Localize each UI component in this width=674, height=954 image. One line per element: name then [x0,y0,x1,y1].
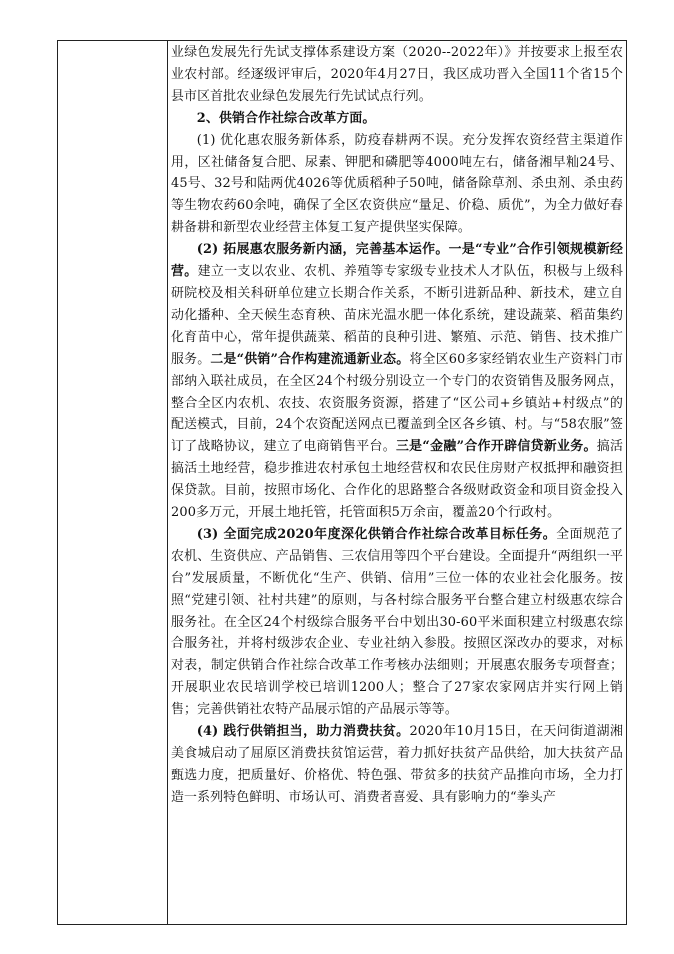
item-1-lead: (1) 优化惠农服务新体系，防疫春耕两不误。 [196,132,463,148]
paragraph-item-4 [171,721,623,809]
item-2-point-3-body: 搞活搞活土地经营，稳步推进农村承包土地经营权和农民住房财产权抵押和融资担保贷款。目前，按照市场化、合作化的思路整合各级财政资金和项目资金投入200多万元，开展土地托管，托管面积5万余亩，覆盖20个行政村。 [171,439,623,521]
item-3-lead: (3) 全面完成2020年度深化供销合作社综合改革目标任务。 [196,526,557,542]
intro-paragraph: 业绿色发展先行先试支撑体系建设方案（2020--2022年）》并按要求上报至农业农村部。经逐级评审后，2020年4月27日，我区成功晋入全国11个省15个县市区首批农业绿色发展先行先试试点行列。 [171,45,623,104]
table-content-cell [171,42,623,809]
item-2-point-2-head: 二是“供销”合作构建流通新业态。 [210,351,410,367]
item-4-body: 2020年10月15日，在天问街道湖湘美食城启动了屈原区消费扶贫馆运营，着力抓好扶贫产品供给，加大扶贫产品甄选力度，把质量好、价格优、特色强、带贫多的扶贫产品推向市场，全力打造一系列特色鲜明、市场认可、消费者喜爱、具有影响力的“拳头产 [171,724,623,805]
item-2-point-3-head: 三是“金融”合作开辟信贷新业务。 [395,439,597,455]
paragraph-item-2 [171,239,623,524]
table-column-divider [167,40,168,925]
item-2-point-1-head: 一是“专业”合作引领规模新经营。 [171,242,623,280]
paragraph-item-3 [171,524,623,721]
paragraph-item-1 [171,130,623,240]
item-2-lead: (2) 拓展惠农服务新内涵，完善基本运作。 [196,242,449,258]
item-2-point-2-body: 将全区60多家经销农业生产资料门市部纳入联社成员，在全区24个村级分别设立一个专门的农资销售及服务网点，整合全区内农机、农技、农资服务资源，搭建了“区公司+乡镇站+村级点”的配送模式，目前，24个农资配送网点已覆盖到全区各乡镇、村。与“58农服”签订了战略协议，建立了电商销售平台。 [171,351,623,455]
item-3-body: 全面规范了农机、生资供应、产品销售、三农信用等四个平台建设。全面提升“两组织一平台”发展质量，不断优化“生产、供销、信用”三位一体的农业社会化服务。按照“党建引领、社村共建”的原则，与各村综合服务平台整合建立村级惠农综合服务社。在全区24个村级综合服务平台中划出30-60平米面积建立村级惠农综合服务社，并将村级涉农企业、专业社纳入参股。按照区深改办的要求，对标对表，制定供销合作社综合改革工作考核办法细则；开展惠农服务专项督查；开展职业农民培训学校已培训1200人；整合了27家农家网店并实行网上销售；完善供销社农特产品展示馆的产品展示等等。 [171,526,623,718]
item-4-lead: (4) 践行供销担当，助力消费扶贫。 [196,724,410,740]
item-1-body: 充分发挥农资经营主渠道作用，区社储备复合肥、尿素、钾肥和磷肥等4000吨左右，储备湘早籼24号、45号、32号和陆两优4026等优质稻种子50吨，储备除草剂、杀虫剂、杀虫药等生物农药60余吨，确保了全区农资供应“量足、价稳、质优”，为全力做好春耕备耕和新型农业经营主体复工复产提供坚实保障。 [171,132,624,236]
item-2-point-1-body: 建立一支以农业、农机、养殖等专家级专业技术人才队伍，积极与上级科研院校及相关科研单位建立长期合作关系，不断引进新品种、新技术，建立自动化播种、全天候生态育秧、苗床光温水肥一体化系统，建设蔬菜、稻苗集约化育苗中心，常年提供蔬菜、稻苗的良种引进、繁殖、示范、销售、技术推广服务。 [171,264,623,367]
section-heading: 2、供销合作社综合改革方面。 [196,110,376,126]
